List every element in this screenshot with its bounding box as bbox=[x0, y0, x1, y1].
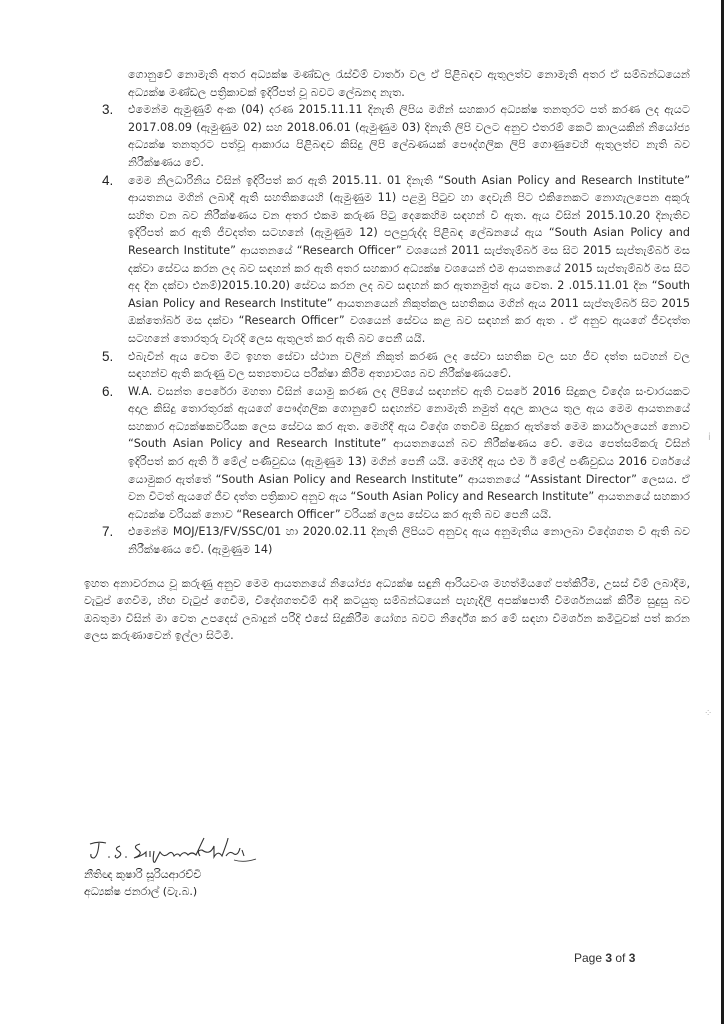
findings-list bbox=[84, 101, 690, 558]
scan-speck: ⅰ bbox=[708, 432, 711, 443]
item-number: 5. bbox=[102, 348, 114, 364]
item-text: මෙම නිලධාරිනිය විසින් ඉදිරිපත් කර ඇති 2015.11. 01 දිනැති “South Asian Policy and Research Institute” ආයතනය මගින් ලබාදී ඇති සහතිකයෙහි (ඇමුණුම 11) පළමු පිටුව හා දෙවැනි පිට එකිනෙකට නොගැලපෙන අකුරු සහිත වන බව නිරීක්ෂණය වන අතර එකම කරුණ පිටු දෙකෙහිම සඳහන් වී ඇත. ඇය විසින් 2015.10.20 දිනැතිව ඉදිරිපත් කර ඇති ජීවදත්ත සටහනේ (ඇමුණුම 12) පලපුරුද්ද පිළිබඳ ලේඛනයේ ඇය “South Asian Policy and Research Institute” ආයතනයේ “Research Officer” වශයෙන් 2011 සැප්තැම්බර් මස සිට 2015 සැප්තැම්බර් මස දක්වා සේවය කරන ලද බව සඳහන් කර ඇති අතර සහකාර අධ්‍යක්ෂ වශයෙන් එම ආයතනයේ 2015 සැප්තැම්බර් මස සිට අද දින දක්වා එනම්)2015.10.20) සේවය කරන ලද බව සඳහන් කර ඇතනමුත් ඇය වෙත. 2 .015.11.01 දින “South Asian Policy and Research Institute” ආයතනයෙන් නිකුත්කල සහතිකය මගින් ඇය 2011 සැප්තැම්බර් සිට 2015 ඔක්තෝබර් මස දක්වා “Research Officer” වශයෙන් සේවය කළ බව සඳහන් කර ඇත . ඒ අනුව ඇයගේ ජීවදත්ත සටහනේ තොරතුරු වැරදි ලෙස ඇතුලත් කර ඇති බව පෙනී යයි. bbox=[128, 173, 690, 345]
page-of: of bbox=[612, 951, 629, 965]
item-text: එබැවින් ඇය වෙත මීට ඉහත සේවා ස්ථාන වලින් නිකුත් කරණ ලද සේවා සහතික වල සහ ජීව දත්ත සටහන් වල සඳහන්ව ඇති කරුණු වල සත්‍යතාවය පරීක්ෂා කිරීම අත්‍යාවශ්‍ය බව නිරීක්ෂණයවේ. bbox=[128, 349, 690, 381]
list-item bbox=[84, 101, 690, 171]
intro-continuation: ගොනුවේ නොමැති අතර අධ්‍යක්ෂ මණ්ඩල රැස්වීම් වාර්තා වල ඒ පිළිබඳව ඇතුලත්ව නොමැති අතර ඒ සම්බන්ධයෙන් අධ්‍යක්ෂ මණ්ඩල පත්‍රිකාවක් ඉදිරිපත් වූ බවට ලේඛනද නැත. bbox=[128, 68, 690, 99]
item-text: එමෙන්ම MOJ/E13/FV/SSC/01 හා 2020.02.11 දිනැති ලිපියට අනුවද ඇය අනුමැතිය නොලබා විදේශගත වී ඇති බව නිරීක්ෂණය වේ. (ඇමුණුම 14) bbox=[128, 525, 690, 557]
page-number bbox=[574, 951, 635, 965]
signatory-title: අධ්‍යක්ෂ ජනරාල් (වැ.බ.) bbox=[84, 885, 198, 898]
page-current: 3 bbox=[605, 951, 613, 965]
handwritten-signature bbox=[84, 836, 264, 866]
item-number: 6. bbox=[102, 383, 114, 399]
item-text: W.A. වසන්ත පෙරේරා මහතා විසින් යොමු කරණ ලද ලිපියේ සඳහන්ව ඇති වසරේ 2016 සිදුකල විදේශ සංචාරයකට අදාල කිසිදු තොරතුරක් ඇයගේ පෞද්ගලික ගොනුවේ සඳහන්ව නොමැති නමුත් අදාල කාලය තුල ඇය මෙම ආයතනයේ සහකාර අධ්‍යක්ෂකවරියක ලෙස සේවය කර ඇත. මෙහිදී ඇය විදේශ ගතවීම සිදුකර ඇත්තේ මෙම කාර්යාලයෙන් නොව “South Asian Policy and Research Institute” ආයතනයෙන් බව නිරීක්ෂණය වේ. මෙය පෙත්සම්කරු විසින් ඉදිරිපත් කර ඇති ඊ මේල් පණිවුඩය (ඇමුණුම 13) මගින් පෙනී යයි. මෙහිදී ඇය එම ඊ මේල් පණිවුඩය 2016 වර්ශයේ යොමුකර ඇත්තේ “South Asian Policy and Research Institute” ආයතනයේ “Assistant Director” ලෙසය. ඒ වන විටත් ඇයගේ ජීව දත්ත පත්‍රිකාව අනුව ඇය “South Asian Policy and Research Institute” ආයතනයේ සහකාර අධ්‍යක්ෂ වරියක් නොව “Research Officer” වරියක් ලෙස සේවය කර ඇති බව පෙනී යයි. bbox=[128, 384, 690, 521]
list-item bbox=[84, 348, 690, 383]
scan-speck: ⁘ bbox=[704, 708, 713, 719]
item-number: 3. bbox=[102, 102, 114, 118]
signature-block bbox=[84, 836, 264, 900]
item-number: 7. bbox=[102, 524, 114, 540]
page-total: 3 bbox=[628, 951, 636, 965]
list-item bbox=[84, 383, 690, 524]
closing-paragraph: ඉහත අනාවරනය වූ කරුණු අනුව මෙම ආයතනයේ නියෝජ්‍ය අධ්‍යක්ෂ සඳුනි ආරියවංශ මහත්මියගේ පත්කිරීම, උසස් වීම් ලබාදීම, වැටුප් ගෙවීම, හිඟ වැටුප් ගෙවීම, විදේශගතවීම් ආදී කටයුතු සම්බන්ධයෙන් පැහැදිලි අපක්ෂපාතී විමර්ශනයක් කිරීම සුදුසු බව ඔබතුමා විසින් මා වෙත උපදෙස් ලබාදුන් පරිදි එසේ සිදුකිරීම යෝග්‍ය බවට නිර්දේශ කර මේ සඳහා විමර්ශන කමිටුවක් පත් කරන ලෙස කරුණාවෙන් ඉල්ලා සිටිමි. bbox=[84, 576, 690, 643]
item-text: එමෙන්ම ඇමුණුම් අංක (04) දරණ 2015.11.11 දිනැති ලිපිය මගින් සහකාර අධ්‍යක්ෂ තනතුරට පත් කරණ ලද ඇයට 2017.08.09 (ඇමුණුම 02) සහ 2018.06.01 (ඇමුණුම 03) දිනැති ලිපි වලට අනුව එතරම් කෙටි කාලයකින් නියෝජ්‍ය අධ්‍යක්ෂ තනතුරට පත්වූ ආකාරය පිළිබඳව කිසිදු ලිපි ලේඛණයක් පෞද්ගලික ලිපි ගොණුවෙහි ඇතුලත්ව නැති බව නිරීක්ෂණය වේ. bbox=[128, 103, 690, 169]
signatory-name: නීතිඥ කුෂාරි සූරියආරච්චි bbox=[84, 868, 202, 881]
item-number: 4. bbox=[102, 172, 114, 188]
list-item bbox=[84, 172, 690, 348]
list-item bbox=[84, 523, 690, 558]
page-prefix: Page bbox=[574, 951, 606, 965]
letter-body bbox=[84, 66, 690, 645]
